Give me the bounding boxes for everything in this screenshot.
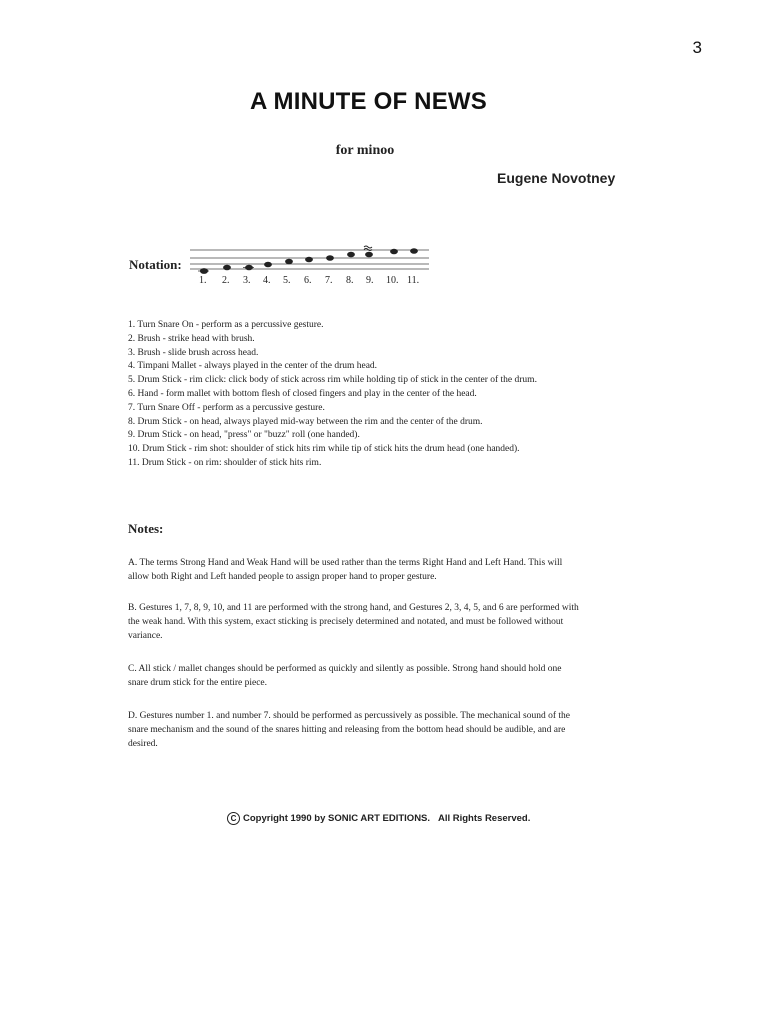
notehead-10 [391,249,398,254]
note-paragraph: A. The terms Strong Hand and Weak Hand will be used rather than the terms Right Hand and Left Hand. This will allow both Right and Left handed people to assign proper hand to proper gesture. [128,558,563,582]
page-number: 3 [692,38,702,57]
notation-number: 8. [346,275,354,286]
composer-name: Eugene Novotney [497,170,616,186]
note-paragraph: D. Gestures number 1. and number 7. should be performed as percussively as possible. The mechanical sound of the snare mechanism and the sound of the snares hitting and releasing from the bottom head should be audible, and are desired. [128,711,570,749]
notehead-8 [348,252,355,257]
legend-item: 11. Drum Stick - on rim: shoulder of stick hits rim. [128,457,322,468]
notehead-7 [327,256,334,261]
legend-item: 10. Drum Stick - rim shot: shoulder of stick hits rim while tip of stick hits the drum head (one handed). [128,444,520,455]
notation-number: 4. [263,275,271,286]
copyright-icon: C [227,812,240,825]
copyright-notice [227,812,530,825]
copyright-text: Copyright 1990 by SONIC ART EDITIONS. [243,813,431,825]
notation-number: 5. [283,275,291,286]
notation-number: 1. [199,275,207,286]
legend-item: 8. Drum Stick - on head, always played mid-way between the rim and the center of the drum. [128,416,483,427]
gesture-legend [128,319,537,471]
notehead-4 [265,262,272,267]
legend-item: 6. Hand - form mallet with bottom flesh of closed fingers and play in the center of the head. [128,388,477,399]
notation-label: Notation: [129,257,182,272]
notation-number: 3. [243,275,251,286]
notation-staff [185,244,435,289]
notation-number: 11. [407,275,420,286]
notehead-11 [411,249,418,254]
dedication: for minoo [335,143,395,158]
legend-item: 1. Turn Snare On - perform as a percussive gesture. [128,320,324,330]
note-paragraph: C. All stick / mallet changes should be performed as quickly and silently as possible. Strong hand should hold one snare drum stick for the entire piece. [128,664,562,688]
page-title: A MINUTE OF NEWS [250,88,487,115]
notes-heading: Notes: [128,521,164,536]
note-paragraph: B. Gestures 1, 7, 8, 9, 10, and 11 are performed with the strong hand, and Gestures 2, 3, 4, 5, and 6 are performed with the weak hand. With this system, exact sticking is precisely determined and notated, and must be followed without variance. [128,603,579,641]
rights-text: All Rights Reserved. [437,813,531,825]
legend-item: 3. Brush - slide brush across head. [128,347,259,358]
notehead-5 [286,259,293,264]
legend-item: 2. Brush - strike head with brush. [128,333,255,344]
notation-number: 7. [325,275,333,286]
notehead-2 [224,265,231,270]
legend-item: 4. Timpani Mallet - always played in the center of the drum head. [128,361,378,372]
notation-number: 6. [304,275,312,286]
notehead-6 [306,257,313,262]
legend-item: 7. Turn Snare Off - perform as a percussive gesture. [128,402,325,413]
notehead-9 [364,246,372,257]
notation-number: 10. [386,275,399,286]
legend-item: 9. Drum Stick - on head, "press" or "buzz" roll (one handed). [128,430,360,441]
legend-item: 5. Drum Stick - rim click: click body of stick across rim while holding tip of stick in the center of the drum. [128,375,537,386]
notation-number: 2. [222,275,230,286]
notation-number: 9. [366,275,374,286]
